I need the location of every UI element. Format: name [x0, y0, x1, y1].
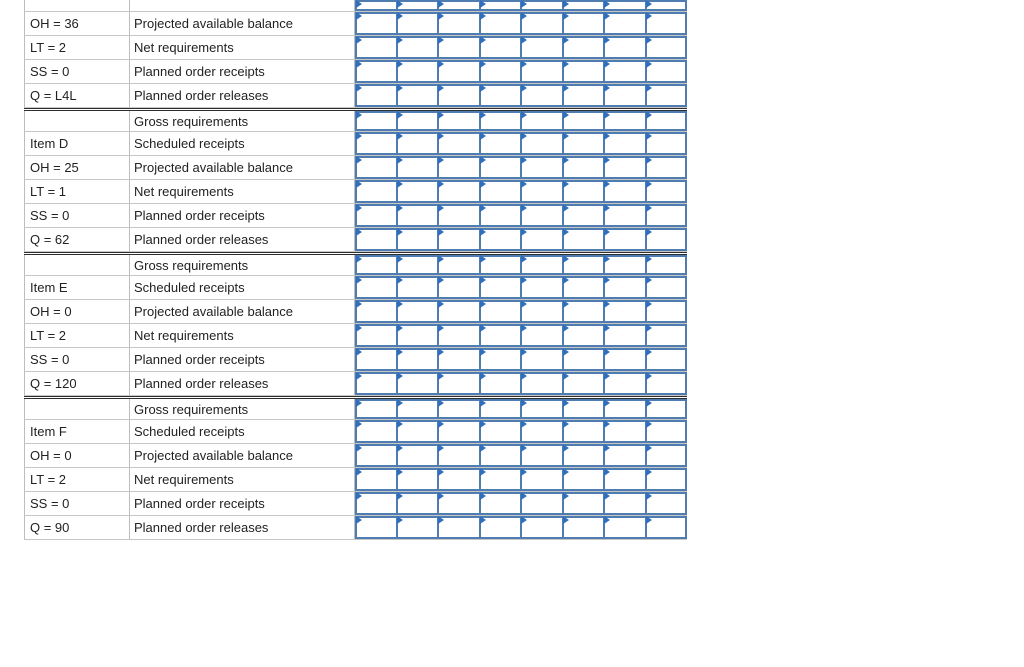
mrp-row [24, 276, 687, 300]
period-input-cell[interactable] [646, 255, 688, 275]
period-input-cell[interactable] [604, 348, 646, 371]
period-cells [355, 156, 687, 179]
period-input-cell[interactable] [521, 399, 563, 419]
period-input-cell[interactable] [563, 255, 605, 275]
row-label-cell: Planned order releases [130, 372, 355, 395]
period-input-cell[interactable] [355, 132, 397, 155]
period-input-cell[interactable] [397, 300, 439, 323]
period-input-cell[interactable] [521, 228, 563, 251]
period-input-cell[interactable] [397, 420, 439, 443]
period-input-cell[interactable] [604, 492, 646, 515]
period-input-cell[interactable] [397, 0, 439, 11]
period-input-cell[interactable] [604, 276, 646, 299]
period-cells [355, 12, 687, 35]
period-input-cell[interactable] [355, 399, 397, 419]
mrp-table [24, 0, 687, 540]
period-input-cell[interactable] [646, 492, 688, 515]
period-input-cell[interactable] [646, 276, 688, 299]
period-input-cell[interactable] [438, 255, 480, 275]
mrp-row [24, 0, 687, 12]
row-label-cell: Planned order releases [130, 84, 355, 107]
period-input-cell[interactable] [355, 492, 397, 515]
period-input-cell[interactable] [521, 324, 563, 347]
period-input-cell[interactable] [397, 492, 439, 515]
period-input-cell[interactable] [480, 468, 522, 491]
item-parameter-cell: SS = 0 [24, 348, 130, 371]
period-input-cell[interactable] [480, 12, 522, 35]
item-parameter-cell: SS = 0 [24, 492, 130, 515]
period-input-cell[interactable] [563, 156, 605, 179]
period-input-cell[interactable] [646, 348, 688, 371]
period-input-cell[interactable] [646, 111, 688, 131]
period-input-cell[interactable] [438, 156, 480, 179]
period-input-cell[interactable] [355, 444, 397, 467]
period-input-cell[interactable] [563, 399, 605, 419]
period-input-cell[interactable] [355, 36, 397, 59]
mrp-row [24, 324, 687, 348]
period-input-cell[interactable] [646, 468, 688, 491]
period-input-cell[interactable] [646, 399, 688, 419]
period-input-cell[interactable] [521, 348, 563, 371]
period-input-cell[interactable] [438, 60, 480, 83]
period-input-cell[interactable] [646, 0, 688, 11]
period-input-cell[interactable] [480, 204, 522, 227]
period-input-cell[interactable] [604, 204, 646, 227]
period-input-cell[interactable] [480, 276, 522, 299]
period-input-cell[interactable] [480, 84, 522, 107]
row-label-cell: Planned order receipts [130, 204, 355, 227]
period-input-cell[interactable] [604, 444, 646, 467]
period-input-cell[interactable] [397, 111, 439, 131]
row-label-cell: Planned order receipts [130, 492, 355, 515]
mrp-row [24, 492, 687, 516]
period-input-cell[interactable] [521, 60, 563, 83]
period-input-cell[interactable] [521, 84, 563, 107]
period-input-cell[interactable] [563, 0, 605, 11]
period-input-cell[interactable] [604, 0, 646, 11]
mrp-row [24, 516, 687, 540]
mrp-row [24, 156, 687, 180]
row-label-cell: Planned order releases [130, 228, 355, 251]
period-input-cell[interactable] [563, 468, 605, 491]
item-parameter-cell: Item E [24, 276, 130, 299]
mrp-row [24, 84, 687, 108]
period-input-cell[interactable] [397, 348, 439, 371]
period-input-cell[interactable] [563, 12, 605, 35]
item-parameter-cell [24, 255, 130, 275]
period-input-cell[interactable] [355, 156, 397, 179]
period-input-cell[interactable] [355, 372, 397, 395]
period-input-cell[interactable] [480, 372, 522, 395]
period-input-cell[interactable] [521, 276, 563, 299]
period-input-cell[interactable] [397, 399, 439, 419]
period-input-cell[interactable] [438, 300, 480, 323]
period-input-cell[interactable] [604, 255, 646, 275]
period-input-cell[interactable] [355, 0, 397, 11]
period-input-cell[interactable] [355, 420, 397, 443]
period-input-cell[interactable] [397, 60, 439, 83]
mrp-row [24, 228, 687, 252]
period-input-cell[interactable] [563, 444, 605, 467]
period-input-cell[interactable] [438, 492, 480, 515]
mrp-row [24, 132, 687, 156]
period-input-cell[interactable] [646, 420, 688, 443]
period-input-cell[interactable] [438, 348, 480, 371]
period-input-cell[interactable] [604, 111, 646, 131]
mrp-row [24, 252, 687, 276]
period-input-cell[interactable] [355, 111, 397, 131]
period-input-cell[interactable] [397, 12, 439, 35]
item-parameter-cell: Q = L4L [24, 84, 130, 107]
period-input-cell[interactable] [438, 444, 480, 467]
period-input-cell[interactable] [397, 324, 439, 347]
period-input-cell[interactable] [646, 60, 688, 83]
period-input-cell[interactable] [563, 84, 605, 107]
period-input-cell[interactable] [646, 324, 688, 347]
period-input-cell[interactable] [646, 84, 688, 107]
period-input-cell[interactable] [355, 255, 397, 275]
period-input-cell[interactable] [397, 228, 439, 251]
item-parameter-cell: Q = 120 [24, 372, 130, 395]
period-input-cell[interactable] [521, 516, 563, 539]
period-input-cell[interactable] [480, 300, 522, 323]
period-input-cell[interactable] [480, 516, 522, 539]
period-input-cell[interactable] [563, 492, 605, 515]
row-label-cell [130, 0, 355, 11]
item-parameter-cell: Q = 90 [24, 516, 130, 539]
item-parameter-cell: Item F [24, 420, 130, 443]
mrp-row [24, 36, 687, 60]
period-input-cell[interactable] [355, 84, 397, 107]
item-parameter-cell [24, 0, 130, 11]
mrp-row [24, 396, 687, 420]
period-cells [355, 180, 687, 203]
period-input-cell[interactable] [563, 180, 605, 203]
period-input-cell[interactable] [397, 516, 439, 539]
period-input-cell[interactable] [563, 348, 605, 371]
item-parameter-cell: SS = 0 [24, 204, 130, 227]
period-input-cell[interactable] [438, 228, 480, 251]
mrp-row [24, 12, 687, 36]
row-label-cell: Projected available balance [130, 156, 355, 179]
period-input-cell[interactable] [397, 36, 439, 59]
row-label-cell: Scheduled receipts [130, 420, 355, 443]
period-cells [355, 204, 687, 227]
period-input-cell[interactable] [355, 276, 397, 299]
period-input-cell[interactable] [438, 276, 480, 299]
period-input-cell[interactable] [480, 180, 522, 203]
period-input-cell[interactable] [480, 255, 522, 275]
item-parameter-cell: LT = 1 [24, 180, 130, 203]
row-label-cell: Scheduled receipts [130, 132, 355, 155]
period-input-cell[interactable] [355, 204, 397, 227]
period-input-cell[interactable] [563, 132, 605, 155]
period-input-cell[interactable] [438, 516, 480, 539]
period-input-cell[interactable] [521, 132, 563, 155]
period-input-cell[interactable] [355, 468, 397, 491]
period-input-cell[interactable] [563, 300, 605, 323]
mrp-row [24, 372, 687, 396]
period-input-cell[interactable] [646, 204, 688, 227]
row-label-cell: Projected available balance [130, 444, 355, 467]
period-input-cell[interactable] [521, 492, 563, 515]
period-input-cell[interactable] [646, 156, 688, 179]
item-parameter-cell: LT = 2 [24, 36, 130, 59]
period-input-cell[interactable] [521, 111, 563, 131]
period-input-cell[interactable] [563, 324, 605, 347]
period-input-cell[interactable] [604, 12, 646, 35]
period-input-cell[interactable] [521, 468, 563, 491]
item-parameter-cell [24, 399, 130, 419]
row-label-cell: Gross requirements [130, 255, 355, 275]
period-input-cell[interactable] [480, 0, 522, 11]
item-parameter-cell: LT = 2 [24, 468, 130, 491]
period-input-cell[interactable] [397, 204, 439, 227]
period-input-cell[interactable] [646, 372, 688, 395]
period-input-cell[interactable] [521, 444, 563, 467]
period-cells [355, 300, 687, 323]
item-parameter-cell: OH = 25 [24, 156, 130, 179]
item-parameter-cell: OH = 0 [24, 300, 130, 323]
period-input-cell[interactable] [355, 228, 397, 251]
period-input-cell[interactable] [604, 324, 646, 347]
period-input-cell[interactable] [563, 204, 605, 227]
period-cells [355, 111, 687, 131]
period-input-cell[interactable] [521, 255, 563, 275]
mrp-row [24, 348, 687, 372]
period-cells [355, 468, 687, 491]
period-cells [355, 132, 687, 155]
period-input-cell[interactable] [480, 444, 522, 467]
row-label-cell: Net requirements [130, 36, 355, 59]
period-cells [355, 516, 687, 539]
period-input-cell[interactable] [397, 132, 439, 155]
period-input-cell[interactable] [438, 111, 480, 131]
period-input-cell[interactable] [397, 255, 439, 275]
period-input-cell[interactable] [438, 420, 480, 443]
period-input-cell[interactable] [355, 300, 397, 323]
period-input-cell[interactable] [604, 180, 646, 203]
row-label-cell: Net requirements [130, 180, 355, 203]
period-input-cell[interactable] [355, 324, 397, 347]
item-parameter-cell: OH = 0 [24, 444, 130, 467]
mrp-row [24, 204, 687, 228]
period-input-cell[interactable] [355, 348, 397, 371]
period-input-cell[interactable] [604, 468, 646, 491]
row-label-cell: Gross requirements [130, 111, 355, 131]
item-parameter-cell: SS = 0 [24, 60, 130, 83]
period-input-cell[interactable] [397, 444, 439, 467]
period-input-cell[interactable] [438, 132, 480, 155]
period-input-cell[interactable] [604, 60, 646, 83]
period-input-cell[interactable] [563, 36, 605, 59]
period-cells [355, 420, 687, 443]
period-input-cell[interactable] [563, 372, 605, 395]
period-input-cell[interactable] [646, 300, 688, 323]
period-input-cell[interactable] [521, 156, 563, 179]
period-input-cell[interactable] [480, 156, 522, 179]
period-input-cell[interactable] [438, 372, 480, 395]
row-label-cell: Net requirements [130, 468, 355, 491]
period-input-cell[interactable] [438, 468, 480, 491]
period-input-cell[interactable] [604, 420, 646, 443]
period-input-cell[interactable] [397, 156, 439, 179]
period-input-cell[interactable] [646, 132, 688, 155]
period-cells [355, 276, 687, 299]
period-input-cell[interactable] [646, 36, 688, 59]
item-parameter-cell: OH = 36 [24, 12, 130, 35]
period-cells [355, 348, 687, 371]
item-parameter-cell: Item D [24, 132, 130, 155]
period-input-cell[interactable] [480, 60, 522, 83]
period-input-cell[interactable] [438, 399, 480, 419]
row-label-cell: Projected available balance [130, 12, 355, 35]
period-input-cell[interactable] [563, 516, 605, 539]
period-input-cell[interactable] [480, 348, 522, 371]
period-cells [355, 492, 687, 515]
period-input-cell[interactable] [646, 516, 688, 539]
mrp-row [24, 420, 687, 444]
row-label-cell: Planned order receipts [130, 348, 355, 371]
period-input-cell[interactable] [604, 516, 646, 539]
period-input-cell[interactable] [604, 156, 646, 179]
period-input-cell[interactable] [480, 399, 522, 419]
period-input-cell[interactable] [480, 492, 522, 515]
period-cells [355, 0, 687, 11]
period-input-cell[interactable] [438, 36, 480, 59]
period-input-cell[interactable] [604, 36, 646, 59]
period-input-cell[interactable] [521, 300, 563, 323]
period-input-cell[interactable] [604, 372, 646, 395]
period-input-cell[interactable] [563, 276, 605, 299]
mrp-row [24, 108, 687, 132]
period-input-cell[interactable] [480, 111, 522, 131]
period-cells [355, 84, 687, 107]
period-input-cell[interactable] [604, 399, 646, 419]
period-input-cell[interactable] [438, 324, 480, 347]
mrp-row [24, 60, 687, 84]
period-input-cell[interactable] [521, 180, 563, 203]
period-input-cell[interactable] [604, 300, 646, 323]
period-input-cell[interactable] [521, 372, 563, 395]
period-input-cell[interactable] [604, 84, 646, 107]
period-input-cell[interactable] [521, 420, 563, 443]
period-cells [355, 444, 687, 467]
period-input-cell[interactable] [355, 516, 397, 539]
period-input-cell[interactable] [397, 276, 439, 299]
period-input-cell[interactable] [397, 180, 439, 203]
period-input-cell[interactable] [438, 84, 480, 107]
period-input-cell[interactable] [397, 468, 439, 491]
period-cells [355, 36, 687, 59]
period-cells [355, 399, 687, 419]
row-label-cell: Planned order releases [130, 516, 355, 539]
period-input-cell[interactable] [646, 444, 688, 467]
period-cells [355, 228, 687, 251]
period-input-cell[interactable] [563, 60, 605, 83]
period-input-cell[interactable] [480, 36, 522, 59]
mrp-row [24, 180, 687, 204]
period-input-cell[interactable] [521, 204, 563, 227]
row-label-cell: Projected available balance [130, 300, 355, 323]
period-input-cell[interactable] [438, 180, 480, 203]
period-input-cell[interactable] [355, 180, 397, 203]
period-input-cell[interactable] [355, 60, 397, 83]
period-input-cell[interactable] [355, 12, 397, 35]
period-input-cell[interactable] [563, 420, 605, 443]
period-input-cell[interactable] [480, 420, 522, 443]
period-input-cell[interactable] [604, 132, 646, 155]
period-cells [355, 60, 687, 83]
item-parameter-cell: Q = 62 [24, 228, 130, 251]
period-input-cell[interactable] [563, 228, 605, 251]
period-input-cell[interactable] [521, 12, 563, 35]
period-input-cell[interactable] [521, 0, 563, 11]
row-label-cell: Net requirements [130, 324, 355, 347]
period-input-cell[interactable] [480, 132, 522, 155]
period-input-cell[interactable] [480, 228, 522, 251]
mrp-row [24, 444, 687, 468]
mrp-row [24, 468, 687, 492]
period-cells [355, 255, 687, 275]
row-label-cell: Gross requirements [130, 399, 355, 419]
item-parameter-cell [24, 111, 130, 131]
period-input-cell[interactable] [438, 0, 480, 11]
period-input-cell[interactable] [480, 324, 522, 347]
period-cells [355, 324, 687, 347]
period-input-cell[interactable] [646, 12, 688, 35]
period-input-cell[interactable] [438, 204, 480, 227]
period-input-cell[interactable] [646, 228, 688, 251]
row-label-cell: Scheduled receipts [130, 276, 355, 299]
item-parameter-cell: LT = 2 [24, 324, 130, 347]
period-input-cell[interactable] [521, 36, 563, 59]
mrp-row [24, 300, 687, 324]
period-input-cell[interactable] [563, 111, 605, 131]
period-input-cell[interactable] [604, 228, 646, 251]
period-input-cell[interactable] [397, 372, 439, 395]
period-cells [355, 372, 687, 395]
period-input-cell[interactable] [438, 12, 480, 35]
period-input-cell[interactable] [397, 84, 439, 107]
period-input-cell[interactable] [646, 180, 688, 203]
row-label-cell: Planned order receipts [130, 60, 355, 83]
